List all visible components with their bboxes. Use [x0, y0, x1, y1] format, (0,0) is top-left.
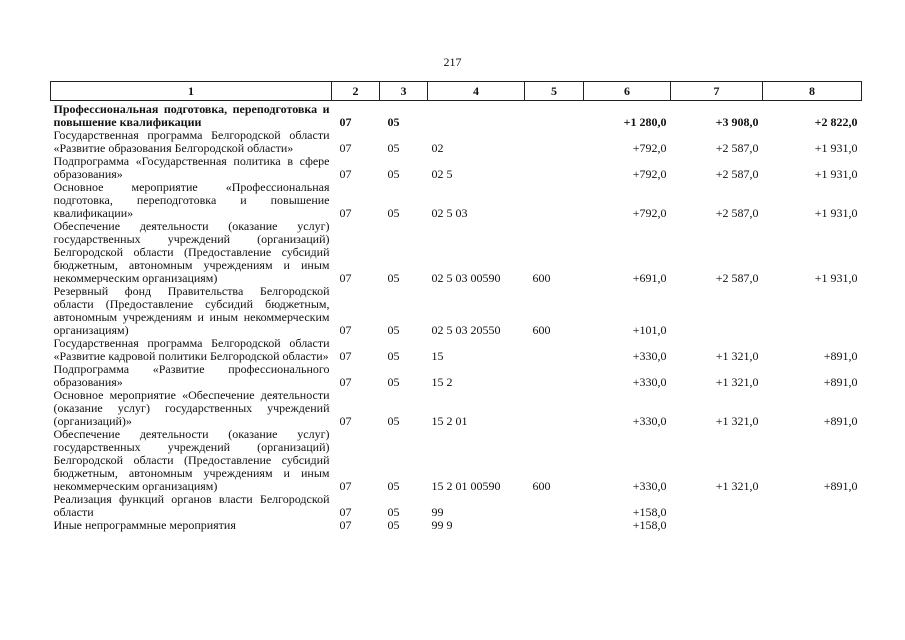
cell-amount-col7: +1 321,0 [715, 414, 759, 428]
cell-amount-col7: +1 321,0 [715, 349, 759, 363]
cell-amount-col7: +2 587,0 [715, 206, 759, 220]
cell-description: Иные непрограммные мероприятия [53, 518, 236, 532]
cell-amount-col6: +330,0 [632, 349, 667, 363]
cell-amount-col7 [671, 493, 763, 519]
cell-target-article: 15 2 01 00590 [431, 479, 501, 493]
cell-target-article: 02 5 03 20550 [431, 323, 501, 337]
table-row [51, 220, 862, 285]
cell-subsection: 05 [387, 518, 400, 532]
cell-amount-col7: +1 321,0 [715, 479, 759, 493]
cell-amount-col6: +101,0 [632, 323, 667, 337]
cell-expense-type [525, 155, 584, 181]
cell-subsection: 05 [387, 349, 400, 363]
cell-subsection: 05 [387, 414, 400, 428]
cell-amount-col7: +3 908,0 [715, 115, 759, 129]
cell-amount-col7: +1 321,0 [715, 375, 759, 389]
table-row [51, 285, 862, 337]
cell-expense-type [525, 337, 584, 363]
cell-expense-type: 600 [532, 271, 551, 285]
cell-amount-col8: +1 931,0 [814, 167, 858, 181]
cell-target-article: 02 5 03 [431, 206, 468, 220]
budget-table [50, 81, 862, 532]
cell-target-article: 99 9 [431, 518, 453, 532]
cell-amount-col8: +1 931,0 [814, 206, 858, 220]
cell-section: 07 [339, 167, 352, 181]
header-row [51, 82, 862, 101]
header-col-6: 6 [584, 82, 671, 101]
cell-description: Обеспечение деятельности (оказание услуг) государственных учреждений (организаций) Белгородской области (Предоставление субсидий бюджетным, автономным учреждениям и иным некоммерческим организациям) [53, 219, 330, 285]
cell-target-article: 15 2 01 [431, 414, 468, 428]
cell-section: 07 [339, 206, 352, 220]
cell-amount-col8: +891,0 [823, 375, 858, 389]
cell-amount-col6: +792,0 [632, 206, 667, 220]
page-number: 217 [443, 55, 462, 69]
cell-amount-col6: +158,0 [632, 518, 667, 532]
cell-section: 07 [339, 479, 352, 493]
cell-subsection: 05 [387, 375, 400, 389]
header-col-4: 4 [428, 82, 525, 101]
cell-description: Реализация функций органов власти Белгородской области [53, 492, 330, 519]
table-row [51, 519, 862, 532]
table-row [51, 363, 862, 389]
cell-amount-col8 [763, 493, 862, 519]
header-col-7: 7 [671, 82, 763, 101]
cell-amount-col7 [671, 285, 763, 337]
cell-subsection: 05 [387, 167, 400, 181]
cell-amount-col7 [671, 519, 763, 532]
cell-subsection: 05 [387, 206, 400, 220]
cell-description: Основное мероприятие «Обеспечение деятельности (оказание услуг) государственных учреждений (организаций)» [53, 388, 330, 428]
cell-description: Подпрограмма «Развитие профессионального образования» [53, 362, 330, 389]
cell-amount-col6: +792,0 [632, 141, 667, 155]
cell-expense-type: 600 [532, 323, 551, 337]
cell-section: 07 [339, 349, 352, 363]
cell-description: Обеспечение деятельности (оказание услуг) государственных учреждений (организаций) Белгородской области (Предоставление субсидий бюджетным, автономным учреждениям и иным некоммерческим организациям) [53, 427, 330, 493]
cell-target-article [428, 101, 525, 130]
cell-target-article: 02 5 03 00590 [431, 271, 501, 285]
cell-target-article: 99 [431, 505, 444, 519]
table-header [51, 82, 862, 101]
cell-section: 07 [339, 271, 352, 285]
cell-amount-col8: +891,0 [823, 414, 858, 428]
cell-amount-col8 [763, 519, 862, 532]
cell-amount-col6: +330,0 [632, 479, 667, 493]
cell-amount-col8: +1 931,0 [814, 141, 858, 155]
cell-amount-col6: +792,0 [632, 167, 667, 181]
header-col-5: 5 [525, 82, 584, 101]
cell-amount-col6: +1 280,0 [623, 115, 667, 129]
cell-amount-col8 [763, 285, 862, 337]
cell-expense-type [525, 363, 584, 389]
cell-section: 07 [339, 414, 352, 428]
cell-target-article: 02 5 [431, 167, 453, 181]
header-col-8: 8 [763, 82, 862, 101]
cell-amount-col7: +2 587,0 [715, 167, 759, 181]
cell-expense-type [525, 519, 584, 532]
table-body [51, 101, 862, 533]
cell-subsection: 05 [387, 115, 400, 129]
cell-section: 07 [339, 115, 352, 129]
cell-amount-col6: +691,0 [632, 271, 667, 285]
cell-amount-col8: +2 822,0 [814, 115, 858, 129]
cell-section: 07 [339, 518, 352, 532]
cell-amount-col6: +330,0 [632, 414, 667, 428]
cell-expense-type [525, 129, 584, 155]
cell-expense-type [525, 389, 584, 428]
table-row [51, 428, 862, 493]
cell-amount-col6: +330,0 [632, 375, 667, 389]
cell-section: 07 [339, 323, 352, 337]
header-col-2: 2 [332, 82, 380, 101]
cell-amount-col8: +891,0 [823, 479, 858, 493]
cell-section: 07 [339, 375, 352, 389]
cell-description: Резервный фонд Правительства Белгородской области (Предоставление субсидий бюджетным, автономным учреждениям и иным некоммерческим организациям) [53, 284, 330, 337]
cell-description: Государственная программа Белгородской области «Развитие образования Белгородской области» [53, 128, 330, 155]
cell-amount-col8: +1 931,0 [814, 271, 858, 285]
cell-description: Государственная программа Белгородской области «Развитие кадровой политики Белгородской области» [53, 336, 330, 363]
header-col-1: 1 [51, 82, 332, 101]
cell-subsection: 05 [387, 505, 400, 519]
table-row [51, 101, 862, 130]
cell-target-article: 15 [431, 349, 444, 363]
cell-expense-type: 600 [532, 479, 551, 493]
table-row [51, 155, 862, 181]
cell-amount-col7: +2 587,0 [715, 271, 759, 285]
cell-subsection: 05 [387, 323, 400, 337]
cell-description: Профессиональная подготовка, переподготовка и повышение квалификации [53, 102, 330, 129]
table-row [51, 493, 862, 519]
header-col-3: 3 [380, 82, 428, 101]
table-row [51, 129, 862, 155]
cell-section: 07 [339, 141, 352, 155]
cell-amount-col8: +891,0 [823, 349, 858, 363]
cell-expense-type [525, 181, 584, 220]
cell-subsection: 05 [387, 271, 400, 285]
cell-subsection: 05 [387, 479, 400, 493]
cell-section: 07 [339, 505, 352, 519]
table-row [51, 337, 862, 363]
cell-target-article: 02 [431, 141, 444, 155]
cell-subsection: 05 [387, 141, 400, 155]
cell-amount-col6: +158,0 [632, 505, 667, 519]
cell-description: Подпрограмма «Государственная политика в сфере образования» [53, 154, 330, 181]
cell-amount-col7: +2 587,0 [715, 141, 759, 155]
cell-expense-type [525, 493, 584, 519]
cell-target-article: 15 2 [431, 375, 453, 389]
cell-description: Основное мероприятие «Профессиональная подготовка, переподготовка и повышение квалификации» [53, 180, 330, 220]
cell-expense-type [525, 101, 584, 130]
table-row [51, 389, 862, 428]
table-row [51, 181, 862, 220]
